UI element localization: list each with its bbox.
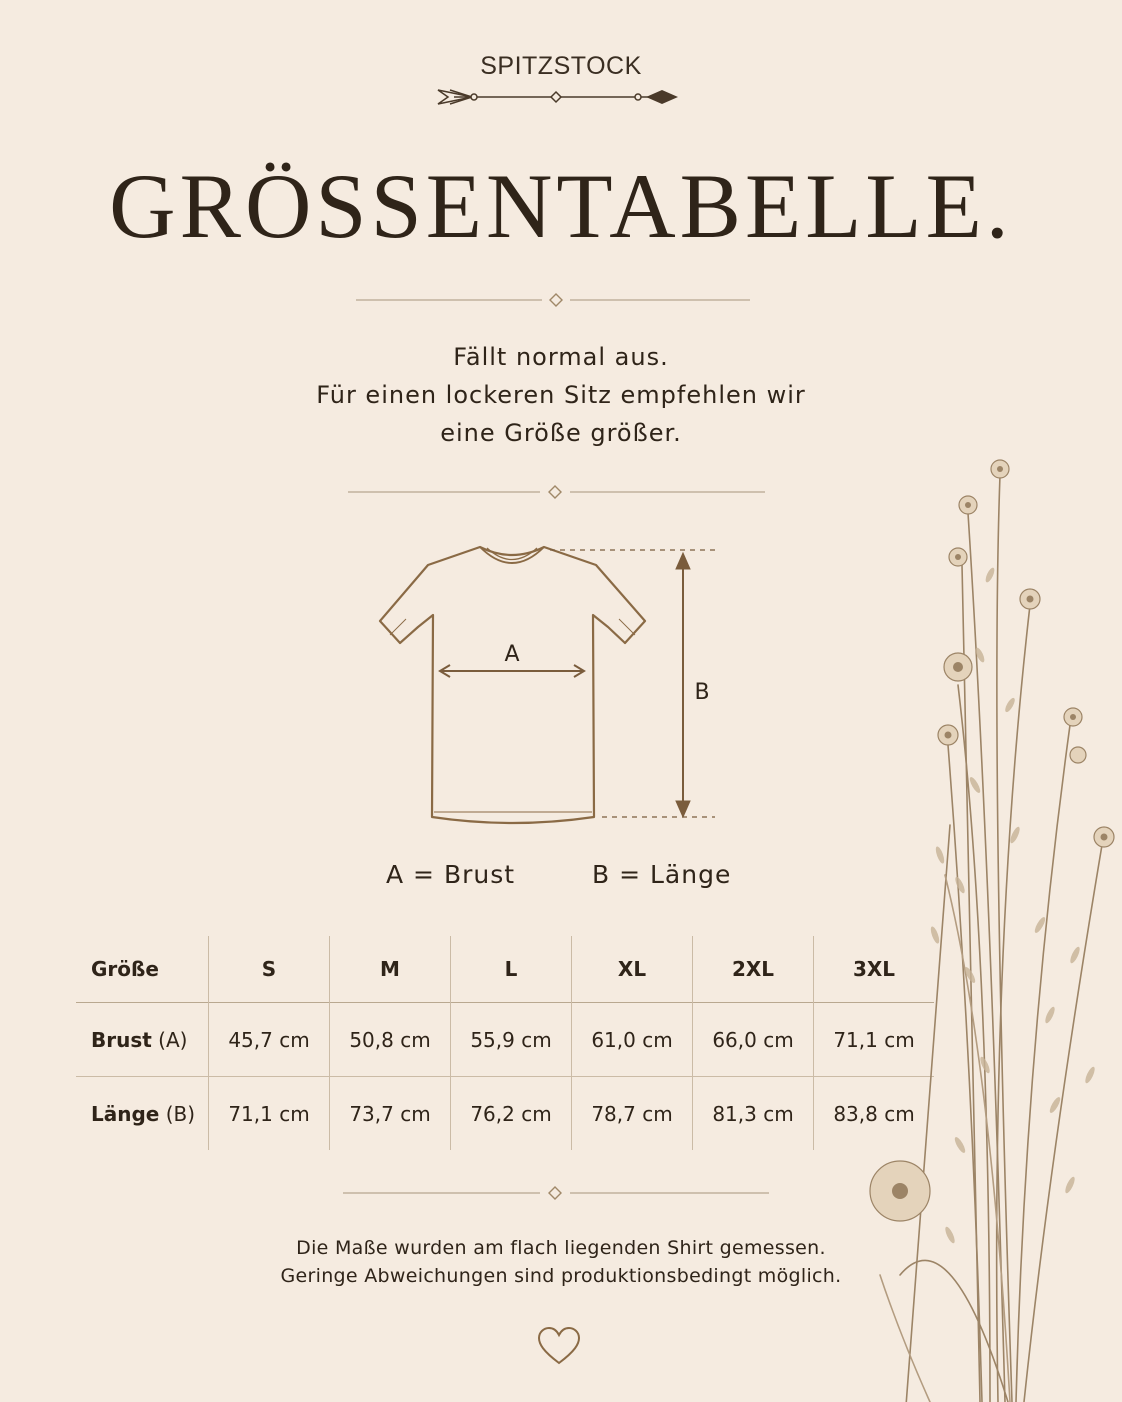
legend-a: A = Brust <box>386 860 516 889</box>
wildflowers-illustration <box>840 455 1122 1402</box>
row-label: Länge (B) <box>76 1077 209 1151</box>
label-b: B <box>694 680 710 705</box>
table-cell: 71,1 cm <box>814 1003 935 1077</box>
measurement-note-line-2: Geringe Abweichungen sind produktionsbedingt möglich. <box>280 1265 842 1287</box>
length-measure-arrow-icon <box>550 550 715 817</box>
size-header: 3XL <box>814 936 935 1003</box>
table-cell: 83,8 cm <box>814 1077 935 1151</box>
arrow-ornament-icon <box>436 84 680 110</box>
fit-note-line-3: eine Größe größer. <box>440 419 682 447</box>
heart-icon <box>537 1326 581 1366</box>
size-table <box>76 936 934 1150</box>
label-a: A <box>504 642 520 667</box>
table-header-row <box>76 936 934 1003</box>
size-header: L <box>451 936 572 1003</box>
table-cell: 81,3 cm <box>693 1077 814 1151</box>
brand-name: SPITZSTOCK <box>480 52 642 80</box>
size-header: XL <box>572 936 693 1003</box>
fit-note-line-2: Für einen lockeren Sitz empfehlen wir <box>316 381 806 409</box>
table-cell: 78,7 cm <box>572 1077 693 1151</box>
table-cell: 55,9 cm <box>451 1003 572 1077</box>
fit-note-line-1: Fällt normal aus. <box>453 343 669 371</box>
page-title: GRÖSSENTABELLE. <box>109 155 1013 257</box>
size-header: 2XL <box>693 936 814 1003</box>
table-cell: 66,0 cm <box>693 1003 814 1077</box>
tshirt-measurement-diagram <box>370 535 730 835</box>
diamond-divider-icon <box>0 290 1122 310</box>
size-header: M <box>330 936 451 1003</box>
row-label: Brust (A) <box>76 1003 209 1077</box>
table-header-label: Größe <box>91 957 159 981</box>
table-cell: 50,8 cm <box>330 1003 451 1077</box>
fit-note <box>0 338 1122 452</box>
table-row <box>76 1003 934 1077</box>
table-cell: 76,2 cm <box>451 1077 572 1151</box>
table-row <box>76 1077 934 1151</box>
table-cell: 61,0 cm <box>572 1003 693 1077</box>
table-cell: 45,7 cm <box>209 1003 330 1077</box>
legend-b: B = Länge <box>592 860 732 889</box>
table-cell: 73,7 cm <box>330 1077 451 1151</box>
tshirt-icon <box>380 547 645 823</box>
size-header: S <box>209 936 330 1003</box>
measurement-note-line-1: Die Maße wurden am flach liegenden Shirt gemessen. <box>296 1237 826 1259</box>
table-cell: 71,1 cm <box>209 1077 330 1151</box>
